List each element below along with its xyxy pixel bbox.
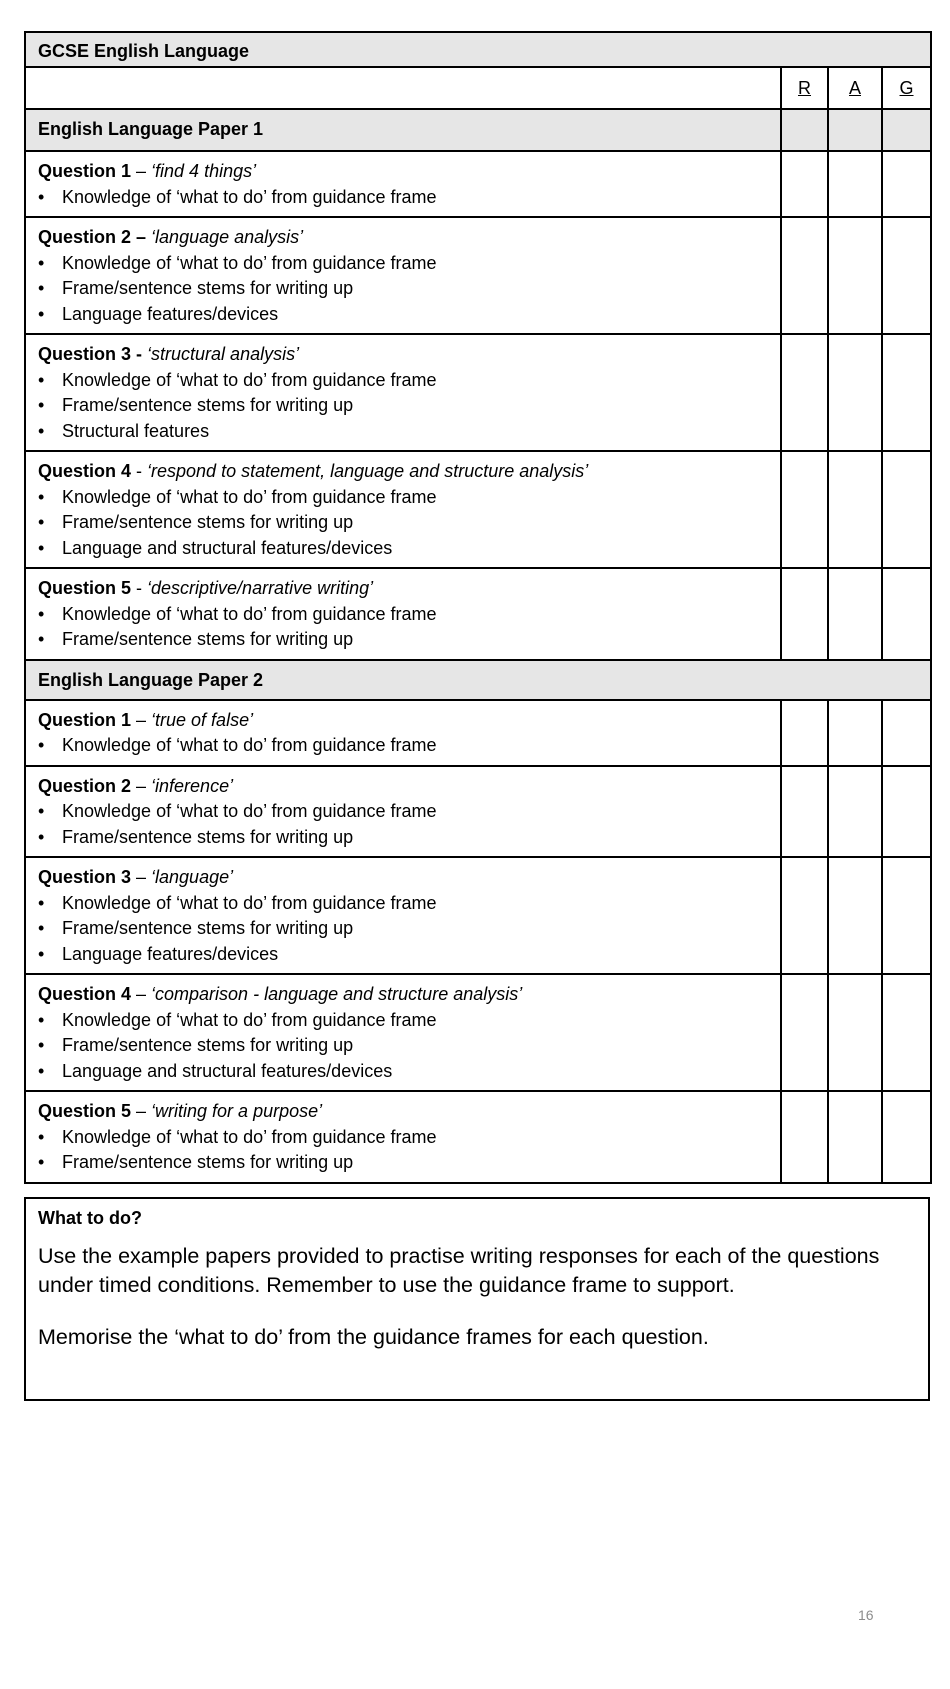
rag-checkbox-g[interactable]	[882, 568, 931, 660]
question-point: • Frame/sentence stems for writing up	[38, 393, 768, 419]
question-point: • Frame/sentence stems for writing up	[38, 825, 768, 851]
question-number: Question 2 –	[38, 227, 147, 247]
question-title	[38, 459, 768, 485]
question-description: ‘true of false’	[151, 709, 254, 730]
rag-checkbox-g[interactable]	[882, 151, 931, 217]
rag-checkbox-r[interactable]	[781, 857, 828, 974]
question-point: • Knowledge of ‘what to do’ from guidance frame	[38, 485, 768, 511]
question-point: • Frame/sentence stems for writing up	[38, 1150, 768, 1176]
question-title	[38, 1099, 768, 1125]
what-to-do-heading: What to do?	[38, 1208, 142, 1228]
question-description: ‘respond to statement, language and structure analysis’	[147, 461, 589, 481]
question-point: • Language features/devices	[38, 302, 768, 328]
question-point: • Knowledge of ‘what to do’ from guidance frame	[38, 368, 768, 394]
rag-checkbox-a[interactable]	[828, 334, 882, 451]
question-separator: –	[131, 161, 152, 181]
question-row	[25, 974, 931, 1091]
question-points-list	[38, 891, 768, 968]
question-points-list	[38, 799, 768, 850]
question-point: • Knowledge of ‘what to do’ from guidance frame	[38, 891, 768, 917]
question-points-list	[38, 185, 768, 211]
question-cell	[25, 700, 781, 766]
question-separator: -	[131, 461, 148, 481]
question-point: • Frame/sentence stems for writing up	[38, 276, 768, 302]
question-point: • Knowledge of ‘what to do’ from guidance frame	[38, 185, 768, 211]
question-point: • Knowledge of ‘what to do’ from guidance frame	[38, 251, 768, 277]
question-points-list	[38, 602, 768, 653]
question-point: • Language and structural features/devices	[38, 1059, 768, 1085]
rag-checkbox-g[interactable]	[882, 700, 931, 766]
paper-rag-cell-a	[828, 109, 882, 151]
question-description: ‘writing for a purpose’	[151, 1101, 323, 1121]
question-separator: –	[131, 984, 152, 1004]
question-point: • Frame/sentence stems for writing up	[38, 1033, 768, 1059]
question-number: Question 4	[38, 984, 132, 1004]
rag-checkbox-g[interactable]	[882, 857, 931, 974]
question-row	[25, 766, 931, 858]
question-separator: –	[131, 775, 152, 796]
question-number: Question 3 -	[38, 344, 143, 364]
question-row	[25, 217, 931, 334]
rag-checkbox-g[interactable]	[882, 1091, 931, 1183]
question-point: • Knowledge of ‘what to do’ from guidance frame	[38, 733, 768, 759]
question-point: • Frame/sentence stems for writing up	[38, 916, 768, 942]
question-point: • Knowledge of ‘what to do’ from guidance frame	[38, 1125, 768, 1151]
question-row	[25, 568, 931, 660]
question-title	[38, 159, 768, 185]
question-cell	[25, 857, 781, 974]
question-cell	[25, 151, 781, 217]
question-cell	[25, 766, 781, 858]
question-description: ‘comparison - language and structure analysis’	[151, 984, 523, 1004]
question-title	[38, 342, 768, 368]
question-row	[25, 1091, 931, 1183]
paper-header-row	[25, 660, 931, 700]
table-title-row	[25, 32, 931, 67]
question-number: Question 1	[38, 709, 132, 730]
question-row	[25, 700, 931, 766]
rag-table-body	[25, 32, 931, 1183]
rag-checkbox-a[interactable]	[828, 1091, 882, 1183]
question-row	[25, 151, 931, 217]
rag-checkbox-r[interactable]	[781, 974, 828, 1091]
question-number: Question 2	[38, 775, 132, 796]
rag-checkbox-a[interactable]	[828, 766, 882, 858]
question-row	[25, 451, 931, 568]
rag-header-g: G	[882, 67, 931, 109]
rag-checkbox-g[interactable]	[882, 217, 931, 334]
question-title	[38, 982, 768, 1008]
question-point: • Language features/devices	[38, 942, 768, 968]
what-to-do-paragraph: Use the example papers provided to practise writing responses for each of the questions under timed conditions. Remember to use the guidance frame to support.	[38, 1244, 880, 1297]
question-number: Question 4	[38, 461, 132, 481]
question-points-list	[38, 368, 768, 445]
question-number: Question 3	[38, 867, 132, 887]
rag-checkbox-g[interactable]	[882, 451, 931, 568]
rag-checkbox-a[interactable]	[828, 568, 882, 660]
what-to-do-paragraph: Memorise the ‘what to do’ from the guidance frames for each question.	[38, 1325, 709, 1349]
question-points-list	[38, 251, 768, 328]
paper-rag-cell-r	[781, 109, 828, 151]
paper-header-row	[25, 109, 931, 151]
question-point: • Frame/sentence stems for writing up	[38, 627, 768, 653]
question-description: ‘language’	[151, 867, 234, 887]
rag-checkbox-g[interactable]	[882, 334, 931, 451]
rag-checkbox-r[interactable]	[781, 766, 828, 858]
question-title	[38, 708, 768, 734]
question-separator: –	[131, 867, 152, 887]
question-point: • Knowledge of ‘what to do’ from guidance frame	[38, 1008, 768, 1034]
question-point: • Knowledge of ‘what to do’ from guidance frame	[38, 799, 768, 825]
rag-checkbox-r[interactable]	[781, 334, 828, 451]
rag-checkbox-r[interactable]	[781, 451, 828, 568]
question-points-list	[38, 1008, 768, 1085]
page-number: 16	[858, 1607, 874, 1623]
question-cell	[25, 217, 781, 334]
question-title	[38, 865, 768, 891]
question-cell	[25, 568, 781, 660]
question-number: Question 1	[38, 161, 132, 181]
question-row	[25, 334, 931, 451]
rag-header-spacer	[25, 67, 781, 109]
question-description: ‘structural analysis’	[147, 344, 300, 364]
rag-checkbox-a[interactable]	[828, 451, 882, 568]
paper-rag-cell-g	[882, 109, 931, 151]
paper-title: English Language Paper 2	[25, 660, 931, 700]
question-points-list	[38, 485, 768, 562]
question-number: Question 5	[38, 578, 132, 598]
question-point: • Frame/sentence stems for writing up	[38, 510, 768, 536]
what-to-do-box	[24, 1197, 930, 1401]
rag-checkbox-r[interactable]	[781, 217, 828, 334]
question-cell	[25, 334, 781, 451]
rag-checkbox-a[interactable]	[828, 217, 882, 334]
question-number: Question 5	[38, 1101, 132, 1121]
rag-header-r: R	[781, 67, 828, 109]
question-point: • Language and structural features/devices	[38, 536, 768, 562]
question-cell	[25, 451, 781, 568]
question-separator: –	[131, 1101, 152, 1121]
question-cell	[25, 1091, 781, 1183]
question-title	[38, 774, 768, 800]
rag-header-row	[25, 67, 931, 109]
rag-checkbox-r[interactable]	[781, 151, 828, 217]
question-description: ‘language analysis’	[151, 227, 304, 247]
rag-checkbox-r[interactable]	[781, 700, 828, 766]
question-row	[25, 857, 931, 974]
question-description: ‘descriptive/narrative writing’	[147, 578, 374, 598]
question-separator: –	[131, 709, 152, 730]
rag-checkbox-r[interactable]	[781, 1091, 828, 1183]
question-cell	[25, 974, 781, 1091]
question-title	[38, 576, 768, 602]
rag-header-a: A	[828, 67, 882, 109]
question-description: ‘inference’	[151, 775, 234, 796]
rag-checkbox-a[interactable]	[828, 151, 882, 217]
question-point: • Knowledge of ‘what to do’ from guidance frame	[38, 602, 768, 628]
rag-checkbox-g[interactable]	[882, 766, 931, 858]
rag-checkbox-a[interactable]	[828, 700, 882, 766]
paper-title: English Language Paper 1	[25, 109, 781, 151]
rag-checkbox-a[interactable]	[828, 974, 882, 1091]
question-point: • Structural features	[38, 419, 768, 445]
question-points-list	[38, 1125, 768, 1176]
rag-checkbox-g[interactable]	[882, 974, 931, 1091]
question-description: ‘find 4 things’	[151, 161, 257, 181]
rag-checklist-table	[24, 31, 932, 1184]
question-points-list	[38, 733, 768, 759]
rag-checkbox-a[interactable]	[828, 857, 882, 974]
rag-checkbox-r[interactable]	[781, 568, 828, 660]
question-title	[38, 225, 768, 251]
table-title: GCSE English Language	[25, 32, 931, 67]
question-separator: -	[131, 578, 148, 598]
